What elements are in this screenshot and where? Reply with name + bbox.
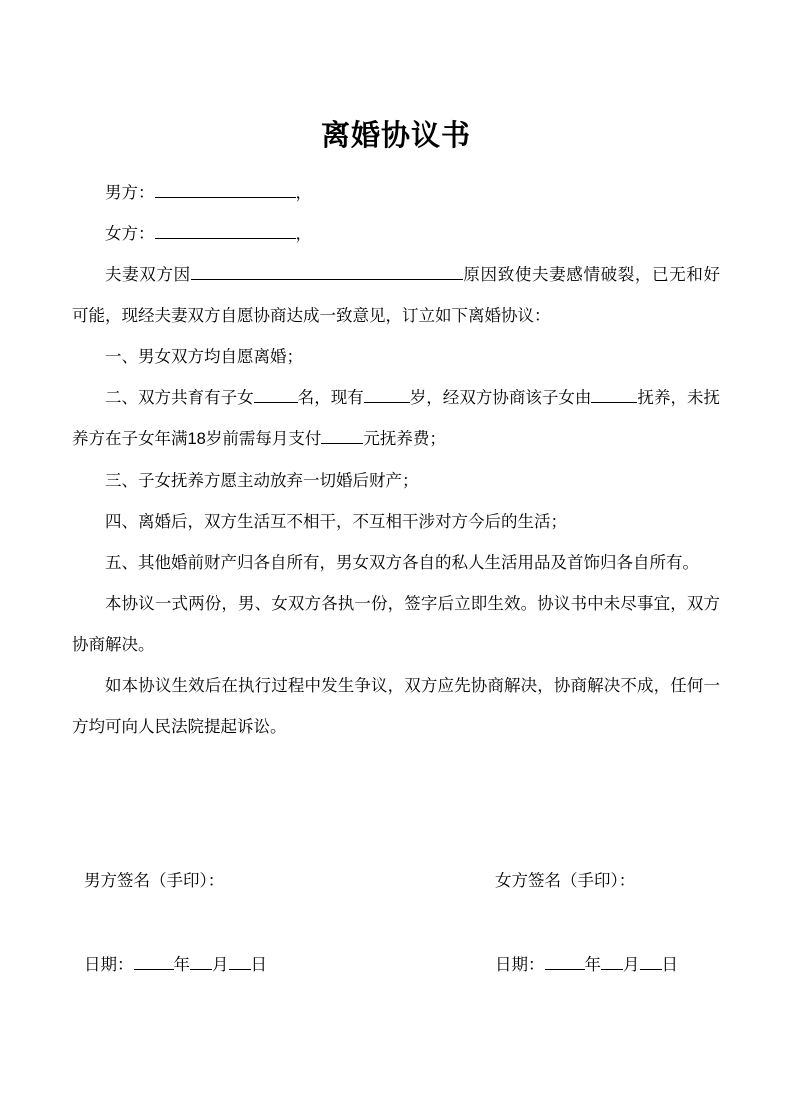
female-party-line	[72, 213, 720, 254]
comma: ，	[295, 224, 312, 243]
cause-blank[interactable]	[191, 262, 463, 280]
clause-3: 三、子女抚养方愿主动放弃一切婚后财产；	[105, 471, 419, 490]
comma: ，	[295, 183, 312, 202]
clause-2-text: 元抚养费；	[363, 429, 446, 448]
female-signature-label: 女方签名（手印）：	[495, 871, 636, 890]
year-label: 年	[584, 955, 601, 974]
male-year-blank[interactable]	[134, 952, 174, 970]
cause-suffix: 原因致使夫妻感情破裂，已无和好可能，现经夫妻双方自愿协商达成一致意见，订立如下离婚协议：	[72, 265, 721, 325]
clause-1: 一、男女双方均自愿离婚；	[105, 347, 303, 366]
male-name-blank[interactable]	[155, 180, 296, 198]
male-month-blank[interactable]	[190, 952, 212, 970]
date-label: 日期：	[495, 955, 545, 974]
clause-5: 五、其他婚前财产归各自所有，男女双方各自的私人生活用品及首饰归各自所有。	[105, 553, 699, 572]
support-amount-blank[interactable]	[321, 426, 363, 444]
copies-paragraph: 本协议一式两份，男、女双方各执一份，签字后立即生效。协议书中未尽事宜，双方协商解决。	[72, 594, 720, 654]
male-date-line	[84, 951, 267, 975]
day-label: 日	[250, 955, 267, 974]
female-party-label: 女方：	[105, 224, 155, 243]
female-name-blank[interactable]	[155, 221, 296, 239]
male-party-line	[72, 172, 720, 213]
children-count-blank[interactable]	[254, 385, 298, 403]
female-day-blank[interactable]	[640, 952, 662, 970]
month-label: 月	[212, 955, 229, 974]
clause-4: 四、离婚后，双方生活互不相干，不互相干涉对方今后的生活；	[105, 512, 567, 531]
day-label: 日	[661, 955, 678, 974]
female-date-line	[495, 951, 678, 975]
date-label: 日期：	[84, 955, 134, 974]
clause-2-text: 岁前需每月支付	[205, 429, 322, 448]
female-year-blank[interactable]	[545, 952, 585, 970]
clause-2-text: 岁，经双方协商该子女由	[409, 388, 592, 407]
month-label: 月	[623, 955, 640, 974]
document-body	[72, 172, 720, 747]
male-party-label: 男方：	[105, 183, 155, 202]
clause-2-text: 抚养，未抚养方在子女年满	[72, 388, 721, 448]
cause-paragraph	[72, 254, 720, 336]
dispute-paragraph: 如本协议生效后在执行过程中发生争议，双方应先协商解决，协商解决不成，任何一方均可向人民法院提起诉讼。	[72, 676, 720, 736]
age-number: 18	[187, 430, 206, 448]
year-label: 年	[173, 955, 190, 974]
custodian-blank[interactable]	[591, 385, 637, 403]
cause-prefix: 夫妻双方因	[105, 265, 191, 284]
child-age-blank[interactable]	[364, 385, 410, 403]
male-signature-label: 男方签名（手印）：	[84, 871, 225, 890]
document-title: 离婚协议书	[320, 118, 471, 152]
clause-2	[72, 377, 720, 460]
clause-2-text: 二、双方共育有子女	[105, 388, 254, 407]
male-day-blank[interactable]	[229, 952, 251, 970]
clause-2-text: 名，现有	[297, 388, 364, 407]
female-month-blank[interactable]	[601, 952, 623, 970]
